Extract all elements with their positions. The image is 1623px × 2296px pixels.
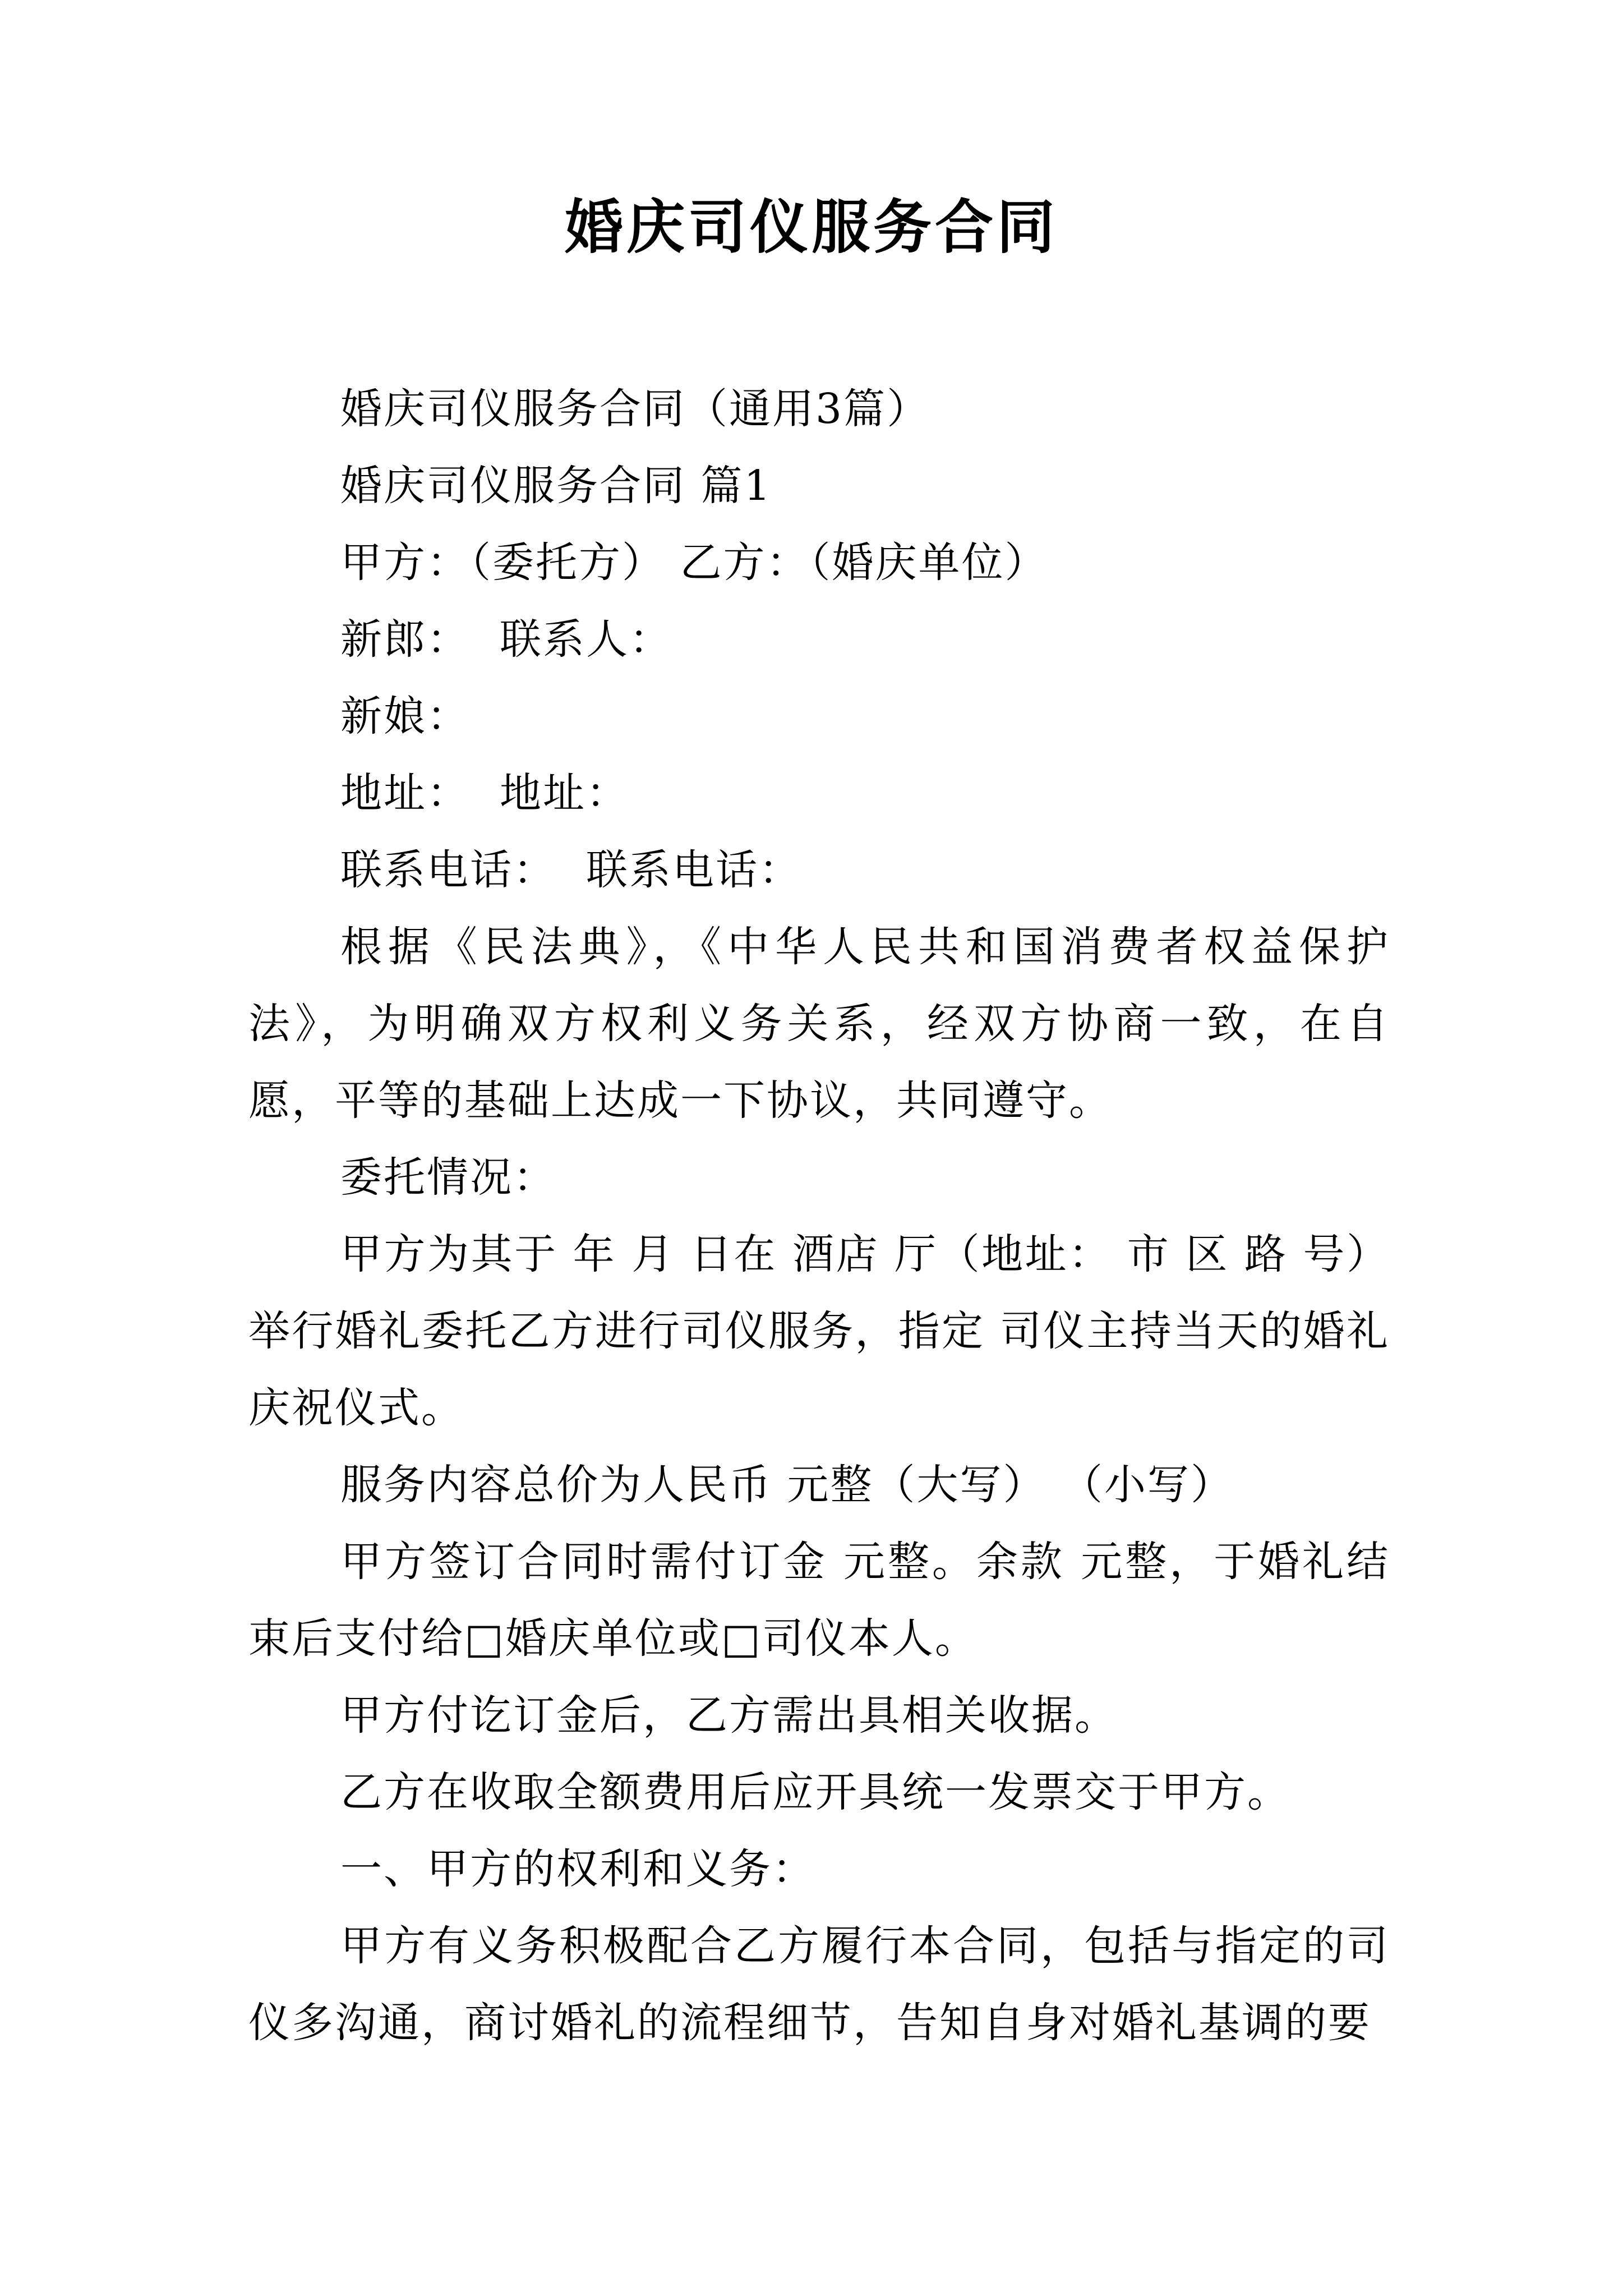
paragraph-subtitle: 婚庆司仪服务合同（通用3篇） bbox=[340, 385, 930, 433]
paragraph-commission-details: 甲方为其于 年 月 日在 酒店 厅（地址： 市 区 路 号）举行婚礼委托乙方进行司仪服务，指定 司仪主持当天的婚礼庆祝仪式。 bbox=[248, 1230, 1390, 1432]
paragraph-total-price: 服务内容总价为人民币 元整（大写） （小写） bbox=[340, 1461, 1234, 1509]
paragraph-section-heading: 婚庆司仪服务合同 篇1 bbox=[340, 462, 772, 510]
paragraph-invoice: 乙方在收取全额费用后应开具统一发票交于甲方。 bbox=[340, 1768, 1290, 1816]
paragraph-parties: 甲方：（委托方） 乙方：（婚庆单位） bbox=[340, 539, 1048, 587]
paragraph-legal-basis: 根据《民法典》，《中华人民共和国消费者权益保护法》，为明确双方权利义务关系，经双方协商一致，在自愿，平等的基础上达成一下协议，共同遵守。 bbox=[248, 923, 1390, 1125]
paragraph-deposit: 甲方签订合同时需付订金 元整。余款 元整，于婚礼结束后支付给□婚庆单位或□司仪本人。 bbox=[248, 1538, 1390, 1663]
paragraph-commission-heading: 委托情况： bbox=[340, 1153, 556, 1202]
paragraph-party-a-obligations: 甲方有义务积极配合乙方履行本合同，包括与指定的司仪多沟通，商讨婚礼的流程细节，告知自身对婚礼基调的要 bbox=[248, 1922, 1390, 2047]
paragraph-receipt: 甲方付讫订金后，乙方需出具相关收据。 bbox=[340, 1691, 1118, 1740]
paragraph-bride: 新娘： bbox=[340, 692, 470, 740]
paragraph-party-a-rights-heading: 一、甲方的权利和义务： bbox=[340, 1845, 815, 1893]
paragraph-address: 地址： 地址： bbox=[340, 769, 630, 817]
paragraph-groom-contact: 新郎： 联系人： bbox=[340, 615, 673, 664]
document-body bbox=[248, 371, 1390, 2062]
document-title: 婚庆司仪服务合同 bbox=[564, 192, 1058, 261]
paragraph-phone: 联系电话： 联系电话： bbox=[340, 846, 803, 894]
